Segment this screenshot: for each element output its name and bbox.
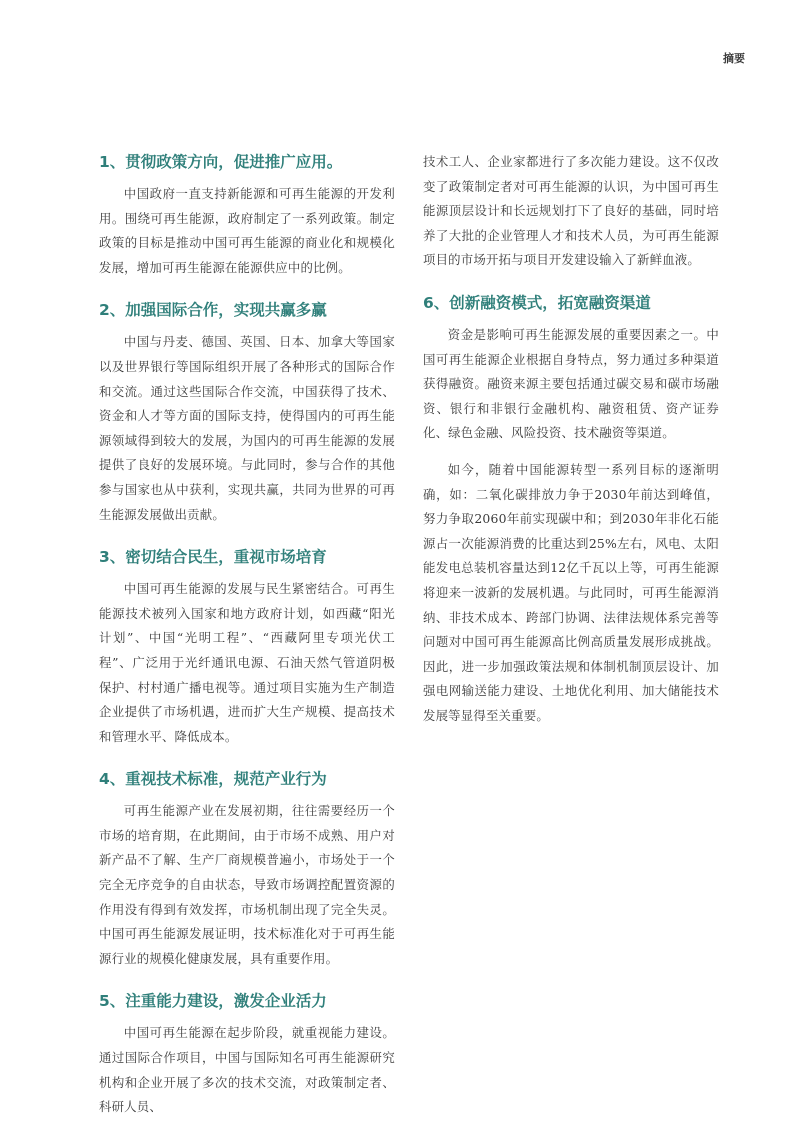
section-4-body: 可再生能源产业在发展初期，往往需要经历一个市场的培育期，在此期间，由于市场不成熟、用户对新产品不了解、生产厂商规模普遍小，市场处于一个完全无序竞争的自由状态，导致市场调控配置资源的作用没有得到有效发挥，市场机制出现了完全失灵。中国可再生能源发展证明，技术标准化对于可再生能源行业的规模化健康发展，具有重要作用。	[99, 803, 395, 966]
section-3	[99, 545, 395, 749]
section-2	[99, 298, 395, 527]
left-column	[99, 150, 395, 1138]
section-6	[423, 291, 719, 729]
section-2-heading: 2、加强国际合作，实现共赢多赢	[99, 301, 327, 320]
section-4-heading: 4、重视技术标准，规范产业行为	[99, 770, 327, 789]
section-3-body: 中国可再生能源的发展与民生紧密结合。可再生能源技术被列入国家和地方政府计划，如西藏“阳光计划”、中国“光明工程”、“西藏阿里专项光伏工程”、广泛用于光纤通讯电源、石油天然气管道阴极保护、村村通广播电视等。通过项目实施为生产制造企业提供了市场机遇，进而扩大生产规模、提高技术和管理水平、降低成本。	[99, 581, 395, 744]
section-5-continued	[423, 150, 719, 273]
section-4	[99, 767, 395, 971]
section-5-continuation: 技术工人、企业家都进行了多次能力建设。这不仅改变了政策制定者对可再生能源的认识，为中国可再生能源顶层设计和长远规划打下了良好的基础，同时培养了大批的企业管理人才和技术人员，为可再生能源项目的市场开拓与项目开发建设输入了新鲜血液。	[423, 154, 719, 268]
section-6-body-1: 资金是影响可再生能源发展的重要因素之一。中国可再生能源企业根据自身特点，努力通过多种渠道获得融资。融资来源主要包括通过碳交易和碳市场融资、银行和非银行金融机构、融资租赁、资产证券化、绿色金融、风险投资、技术融资等渠道。	[423, 326, 719, 441]
section-2-body: 中国与丹麦、德国、英国、日本、加拿大等国家以及世界银行等国际组织开展了各种形式的国际合作和交流。通过这些国际合作交流，中国获得了技术、资金和人才等方面的国际支持，使得国内的可再生能源领域得到较大的发展，为国内的可再生能源的发展提供了良好的发展环境。与此同时，参与合作的其他参与国家也从中获利，实现共赢，共同为世界的可再生能源发展做出贡献。	[99, 334, 395, 522]
section-5-heading: 5、注重能力建设，激发企业活力	[99, 992, 327, 1011]
right-column	[423, 150, 719, 746]
section-5	[99, 989, 395, 1119]
section-6-heading: 6、创新融资模式，拓宽融资渠道	[423, 293, 651, 312]
section-6-body-2: 如今，随着中国能源转型一系列目标的逐渐明确，如：二氧化碳排放力争于2030年前达到峰值，努力争取2060年前实现碳中和；到2030年非化石能源占一次能源消费的比重达到25%左右，风电、太阳能发电总装机容量达到12亿千瓦以上等，可再生能源将迎来一波新的发展机遇。与此同时，可再生能源消纳、非技术成本、跨部门协调、法律法规体系完善等问题对中国可再生能源高比例高质量发展形成挑战。因此，进一步加强政策法规和体制机制顶层设计、加强电网输送能力建设、土地优化利用、加大储能技术发展等显得至关重要。	[423, 461, 719, 723]
section-1	[99, 150, 395, 280]
section-1-heading: 1、贯彻政策方向，促进推广应用。	[99, 153, 343, 171]
section-1-body: 中国政府一直支持新能源和可再生能源的开发利用。围绕可再生能源，政府制定了一系列政策。制定政策的目标是推动中国可再生能源的商业化和规模化发展，增加可再生能源在能源供应中的比例。	[99, 186, 395, 275]
page-header-label: 摘要	[723, 52, 745, 65]
section-5-body: 中国可再生能源在起步阶段，就重视能力建设。通过国际合作项目，中国与国际知名可再生能源研究机构和企业开展了多次的技术交流，对政策制定者、科研人员、	[99, 1025, 395, 1115]
section-3-heading: 3、密切结合民生，重视市场培育	[99, 548, 327, 567]
